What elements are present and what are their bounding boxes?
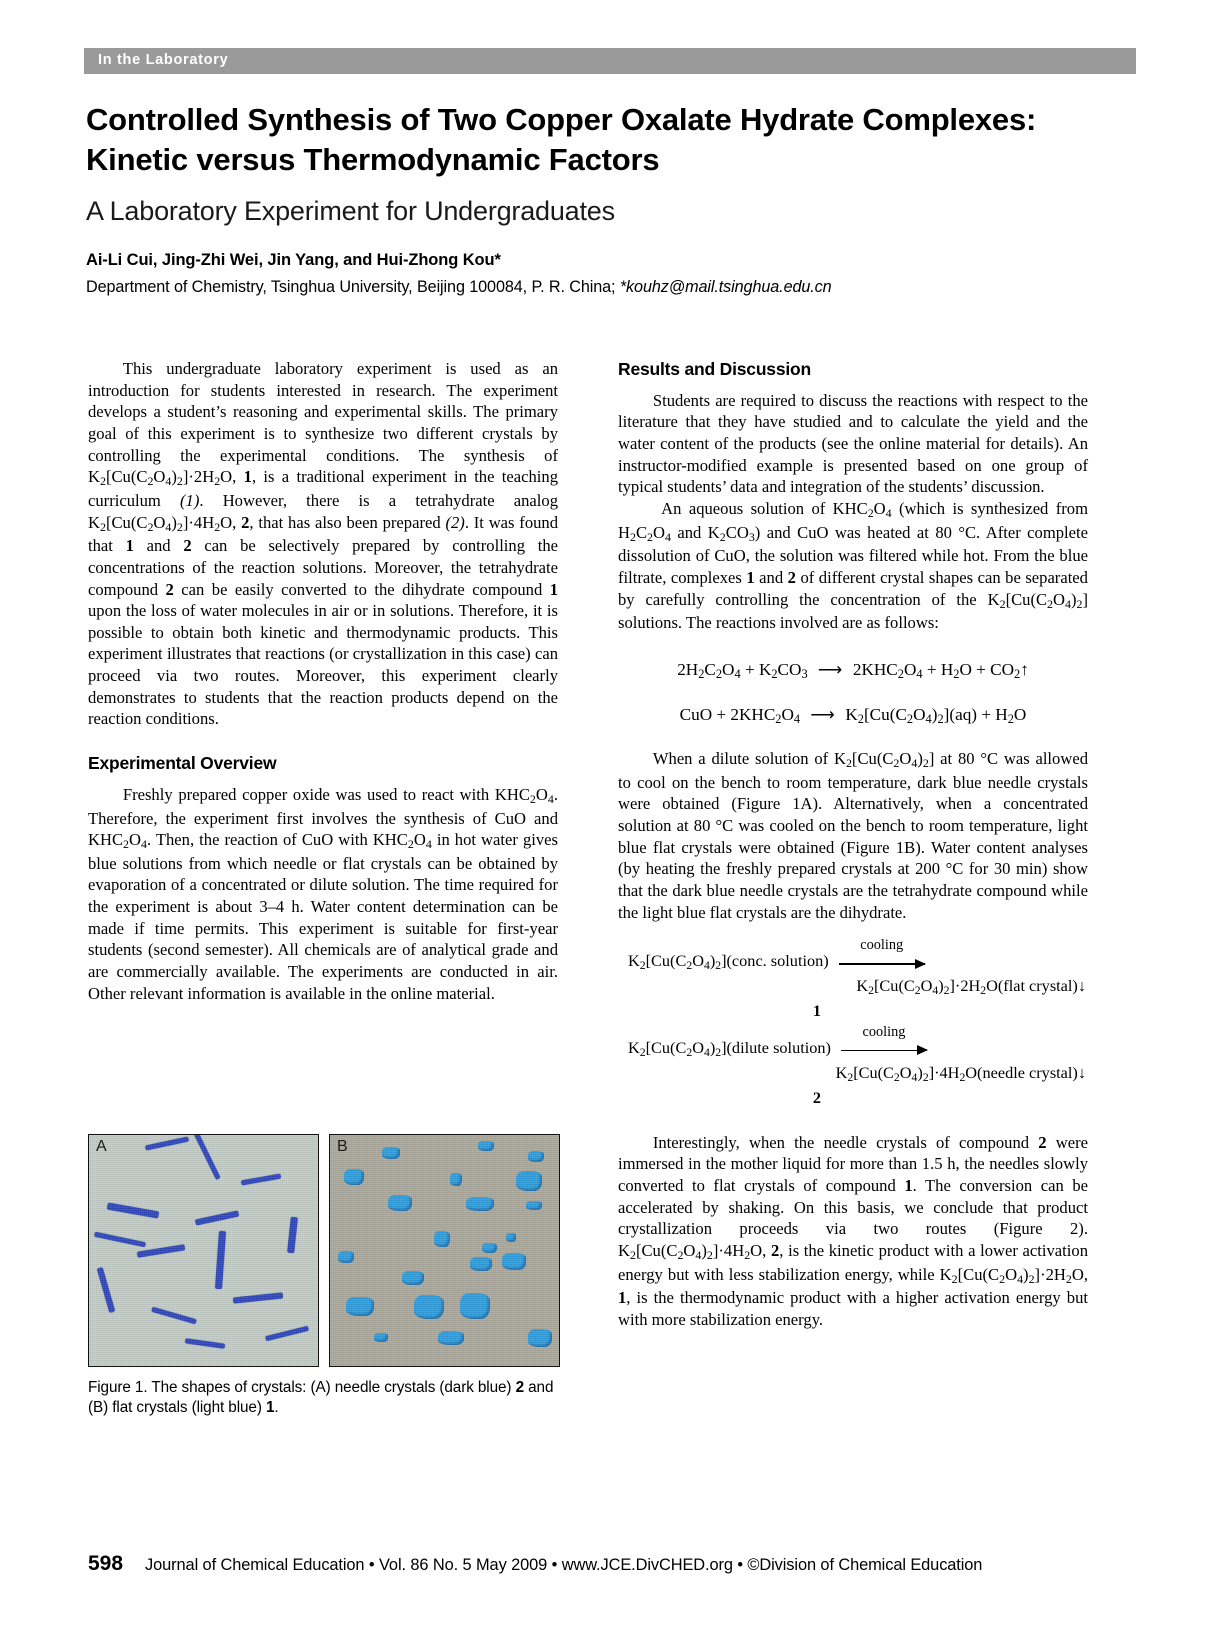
running-head-label: In the Laboratory [98, 52, 229, 68]
title-block [86, 100, 1136, 297]
corresponding-email: *kouhz@mail.tsinghua.edu.cn [619, 278, 832, 297]
scheme-row-1-reactant: $K_2[Cu(C_2O_4)_2](conc$. solution) cooling [618, 949, 1088, 974]
left-column [88, 358, 558, 1004]
scheme-compound-label-2: 2 [812, 1088, 822, 1108]
abstract-paragraph: This undergraduate laboratory experiment is used as an introduction for students interested in research. The experiment develops a student’s reasoning and experimental skills. The primary goal of this experiment is to synthesize two different crystals by controlling the experimental conditions. The synthesis of $K_2[Cu(C_2O_4)_2]\cdot 2H_2O$, 1, is a traditional experiment in the teaching curriculum (1). However, there is a tetrahydrate analog $K_2[Cu(C_2O_4)_2]\cdot 4H_2O$, 2, that has also been prepared (2). It was found that 1 and 2 can be selectively prepared by controlling the concentrations of the reaction solutions. Moreover, the tetrahydrate compound 2 can be easily converted to the dihydrate compound 1 upon the loss of water molecules in air or in solutions. Therefore, it is possible to obtain both kinetic and thermodynamic products. This experiment illustrates that reactions (or crystallization in this case) can proceed via two routes. Moreover, this experiment clearly demonstrates to students that the reaction products depend on the reaction conditions. [88, 359, 559, 729]
affiliation-text: Department of Chemistry, Tsinghua University, Beijing 100084, P. R. China; [86, 278, 620, 297]
scheme-compound-label-1: 1 [812, 1001, 822, 1021]
scheme-row-2-reactant: $K_2[Cu(C_2O_4)_2](dilute$ solution) cooling [618, 1036, 1088, 1061]
reaction-arrow-icon: ⟶ [810, 705, 836, 725]
results-paragraph-1: Students are required to discuss the reactions with respect to the literature that they have studied and to calculate the yield and the water content of the products (see the online material for details). An instructor-modified example is presented based on one group of typical students’ data and integration of the students’ discussion. [618, 390, 1088, 497]
crystallization-scheme [618, 937, 1088, 1109]
equation-1: $2H_2C_2O_4 + K_2CO_3$ ⟶ $2KHC_2O_4 + H_2O$ + $CO_2↑$ [677, 660, 1029, 682]
author-list: Ai-Li Cui, Jing-Zhi Wei, Jin Yang, and Hui-Zhong Kou* [86, 251, 501, 270]
affiliation-line [86, 278, 1136, 297]
section-heading-results-and-discussion: Results and Discussion [618, 359, 812, 379]
footer-citation: Journal of Chemical Education • Vol. 86 No. 5 May 2009 • www.JCE.DivCHED.org • ©Division of Chemical Education [145, 1556, 983, 1574]
cooling-arrow-icon [839, 937, 925, 970]
panel-b-label: B [337, 1138, 348, 1155]
figure-1 [88, 1134, 560, 1419]
figure-1-panel-b [329, 1134, 560, 1367]
page-title [86, 100, 1136, 179]
results-paragraph-3: When a dilute solution of $K_2[Cu(C_2O_4)_2]$ at 80 °C was allowed to cool on the bench to room temperature, dark blue needle crystals were obtained (Figure 1A). Alternatively, when a concentrated solution at 80 °C was cooled on the bench to room temperature, light blue flat crystals were obtained (Figure 1B). Water content analyses (by heating the freshly prepared crystals at 200 °C for 30 min) show that the dark blue needle crystals are the tetrahydrate compound while the light blue flat crystals are the dihydrate. [618, 749, 1088, 922]
cooling-arrow-icon [841, 1024, 927, 1057]
figure-1-images [88, 1134, 560, 1367]
right-column [618, 358, 1088, 1331]
figure-1-caption: Figure 1. The shapes of crystals: (A) needle crystals (dark blue) 2 and (B) flat crystals (light blue) 1. [88, 1379, 554, 1417]
scheme-row-1-product: $K_2[Cu(C_2O_4)_2]\cdot 2H_2O(flat$ crystal)↓ [856, 976, 1086, 998]
page-number: 598 [88, 1552, 124, 1575]
scheme-row-2-product: $K_2[Cu(C_2O_4)_2]\cdot 4H_2O(needle$ crystal)↓ [835, 1063, 1086, 1085]
equation-2: CuO + $2KHC_2O_4$ ⟶ $K_2[Cu(C_2O_4)_2](aq) + H_2O$ [679, 705, 1027, 727]
page-subtitle: A Laboratory Experiment for Undergraduates [86, 196, 615, 227]
running-head-bar [84, 48, 1136, 74]
figure-1-panel-a [88, 1134, 319, 1367]
results-paragraph-4: Interestingly, when the needle crystals of compound 2 were immersed in the mother liquid for more than 1.5 h, the needles slowly converted to flat crystals of compound 1. The conversion can be accelerated by shaking. On this basis, we conclude that product crystallization proceeds via two routes (Figure 2). $K_2[Cu(C_2O_4)_2]\cdot 4H_2O$, 2, is the kinetic product with a lower activation energy but with less stabilization energy, while $K_2[Cu(C_2O_4)_2]\cdot 2H_2O$, 1, is the thermodynamic product with a higher activation energy but with more stabilization energy. [618, 1132, 1088, 1329]
cooling-label: cooling [862, 1024, 906, 1041]
results-paragraph-2: An aqueous solution of $KHC_2O_4$ (which is synthesized from $H_2C_2O_4$ and $K_2CO_3$) and CuO was heated at 80 °C. After complete dissolution of CuO, the solution was filtered while hot. From the blue filtrate, complexes 1 and 2 of different crystal shapes can be separated by carefully controlling the concentration of the $K_2[Cu(C_2O_4)_2]$ solutions. The reactions involved are as follows: [618, 499, 1088, 633]
title-line-2: Kinetic versus Thermodynamic Factors [86, 141, 660, 177]
title-line-1: Controlled Synthesis of Two Copper Oxalate Hydrate Complexes: [86, 102, 1037, 137]
panel-a-label: A [96, 1138, 107, 1155]
cooling-label: cooling [860, 937, 904, 954]
reaction-arrow-icon: ⟶ [817, 660, 843, 680]
page-footer [88, 1552, 1138, 1576]
experimental-overview-paragraph: Freshly prepared copper oxide was used to react with $KHC_2O_4$. Therefore, the experiment first involves the synthesis of CuO and $KHC_2O_4$. Then, the reaction of CuO with $KHC_2O_4$ in hot water gives blue solutions from which needle or flat crystals can be obtained by evaporation of a concentrated or dilute solution. The time required for the experiment is about 3–4 h. Water content determination can be made if time permits. This experiment is suitable for first-year students (second semester). All chemicals are of analytical grade and are commercially available. The experiments are conducted in air. Other relevant information is available in the online material. [88, 784, 558, 1003]
reaction-equations [618, 656, 1088, 730]
section-heading-experimental-overview: Experimental Overview [88, 752, 277, 773]
